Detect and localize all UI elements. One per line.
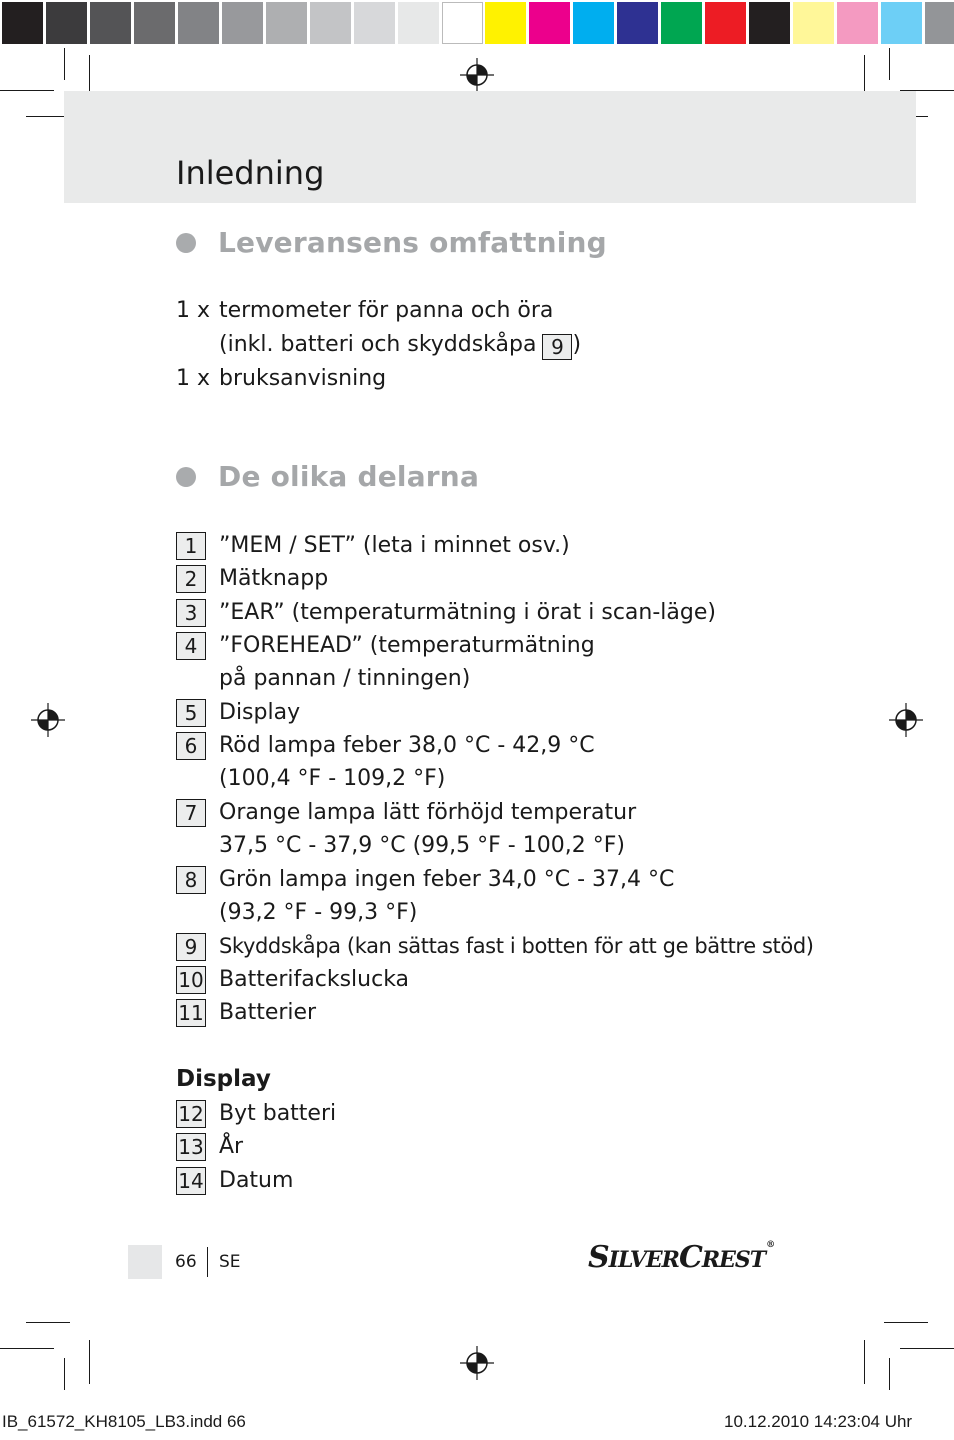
part-number-box: 5 xyxy=(176,699,206,727)
gray-swatch xyxy=(90,2,131,44)
part-description-cont: (93,2 °F - 99,3 °F) xyxy=(219,900,418,925)
part-description: Display xyxy=(219,700,301,725)
part-description-cont: på pannan / tinningen) xyxy=(219,666,471,691)
section-heading-text: De olika delarna xyxy=(218,460,480,493)
crop-mark xyxy=(900,1348,954,1349)
brand-logo-part: C xyxy=(678,1240,702,1275)
part-number-box: 4 xyxy=(176,632,206,660)
part-number-box: 1 xyxy=(176,532,206,560)
color-swatch xyxy=(881,2,922,44)
crop-mark xyxy=(89,1340,90,1384)
page-title: Inledning xyxy=(176,154,325,192)
part-number-box: 2 xyxy=(176,565,206,593)
part-number-box: 13 xyxy=(176,1133,206,1161)
color-swatch xyxy=(573,2,614,44)
section-heading-parts xyxy=(176,460,479,493)
part-description: Datum xyxy=(219,1168,294,1193)
crop-mark xyxy=(889,48,890,80)
contents-item: bruksanvisning xyxy=(219,366,387,391)
color-calibration-bar xyxy=(483,0,954,46)
part-description: Batterifackslucka xyxy=(219,967,410,992)
part-number-box: 6 xyxy=(176,732,206,760)
part-number-box: 8 xyxy=(176,866,206,894)
gray-swatch xyxy=(46,2,87,44)
part-description-cont: 37,5 °C - 37,9 °C (99,5 °F - 100,2 °F) xyxy=(219,833,625,858)
gray-swatch xyxy=(398,2,439,44)
color-swatch xyxy=(749,2,790,44)
gray-swatch xyxy=(266,2,307,44)
page-number: 66 xyxy=(175,1252,197,1272)
part-description: ”EAR” (temperaturmätning i örat i scan-läge) xyxy=(219,600,716,625)
gray-swatch xyxy=(178,2,219,44)
contents-item-detail-close: ) xyxy=(572,332,582,357)
brand-logo-part: S xyxy=(588,1240,609,1275)
brand-logo-part: ILVER xyxy=(608,1247,679,1273)
color-swatch xyxy=(837,2,878,44)
crop-mark xyxy=(26,1322,70,1323)
color-swatch xyxy=(617,2,658,44)
footer-divider xyxy=(207,1247,208,1277)
brand-logo-part: REST xyxy=(701,1247,766,1273)
crop-mark xyxy=(864,1340,865,1384)
qty-label: 1 x xyxy=(176,366,211,391)
footer-tab-marker xyxy=(128,1245,162,1279)
part-number-box: 10 xyxy=(176,966,206,994)
registration-mark-icon xyxy=(31,703,65,737)
section-heading-contents xyxy=(176,226,607,259)
gray-swatch xyxy=(442,2,483,44)
gray-swatch xyxy=(2,2,43,44)
part-description: År xyxy=(219,1134,244,1159)
part-number-box: 12 xyxy=(176,1100,206,1128)
part-ref-box: 9 xyxy=(542,334,572,360)
contents-item-detail-text: (inkl. batteri och skyddskåpa xyxy=(219,332,537,357)
part-description-cont: (100,4 °F - 109,2 °F) xyxy=(219,766,446,791)
brand-logo xyxy=(588,1240,774,1275)
gray-swatch xyxy=(354,2,395,44)
color-swatch xyxy=(529,2,570,44)
color-swatch xyxy=(705,2,746,44)
gray-swatch xyxy=(310,2,351,44)
color-swatch xyxy=(925,2,954,44)
crop-mark xyxy=(0,1348,54,1349)
part-description: Röd lampa feber 38,0 °C - 42,9 °C xyxy=(219,733,595,758)
part-number-box: 7 xyxy=(176,799,206,827)
part-description: Batterier xyxy=(219,1000,317,1025)
bullet-icon xyxy=(176,467,196,487)
part-description: Orange lampa lätt förhöjd temperatur xyxy=(219,800,637,825)
crop-mark xyxy=(64,1358,65,1390)
registration-mark-icon xyxy=(460,58,494,92)
crop-mark xyxy=(0,90,54,91)
qty-label: 1 x xyxy=(176,298,211,323)
contents-item: termometer för panna och öra xyxy=(219,298,554,323)
registered-mark: ® xyxy=(766,1240,775,1250)
crop-mark xyxy=(884,1322,928,1323)
part-description: ”FOREHEAD” (temperaturmätning xyxy=(219,633,595,658)
grayscale-calibration-bar xyxy=(0,0,484,46)
display-subheading: Display xyxy=(176,1066,271,1092)
section-heading-text: Leveransens omfattning xyxy=(218,226,607,259)
bullet-icon xyxy=(176,233,196,253)
part-description: Mätknapp xyxy=(219,566,329,591)
registration-mark-icon xyxy=(460,1346,494,1380)
part-number-box: 11 xyxy=(176,999,206,1027)
part-number-box: 3 xyxy=(176,599,206,627)
part-number-box: 9 xyxy=(176,933,206,961)
color-swatch xyxy=(485,2,526,44)
part-description: Grön lampa ingen feber 34,0 °C - 37,4 °C xyxy=(219,867,675,892)
color-swatch xyxy=(661,2,702,44)
gray-swatch xyxy=(222,2,263,44)
language-code: SE xyxy=(219,1252,241,1272)
crop-mark xyxy=(889,1358,890,1390)
part-number-box: 14 xyxy=(176,1167,206,1195)
color-swatch xyxy=(793,2,834,44)
crop-mark xyxy=(64,48,65,80)
gray-swatch xyxy=(134,2,175,44)
part-description: Skyddskåpa (kan sättas fast i botten för att ge bättre stöd) xyxy=(219,934,814,958)
slug-timestamp: 10.12.2010 14:23:04 Uhr xyxy=(724,1412,913,1431)
part-description: Byt batteri xyxy=(219,1101,337,1126)
part-description: ”MEM / SET” (leta i minnet osv.) xyxy=(219,533,570,558)
registration-mark-icon xyxy=(889,703,923,737)
contents-item-detail xyxy=(219,332,581,360)
slug-filename: IB_61572_KH8105_LB3.indd 66 xyxy=(2,1412,246,1431)
